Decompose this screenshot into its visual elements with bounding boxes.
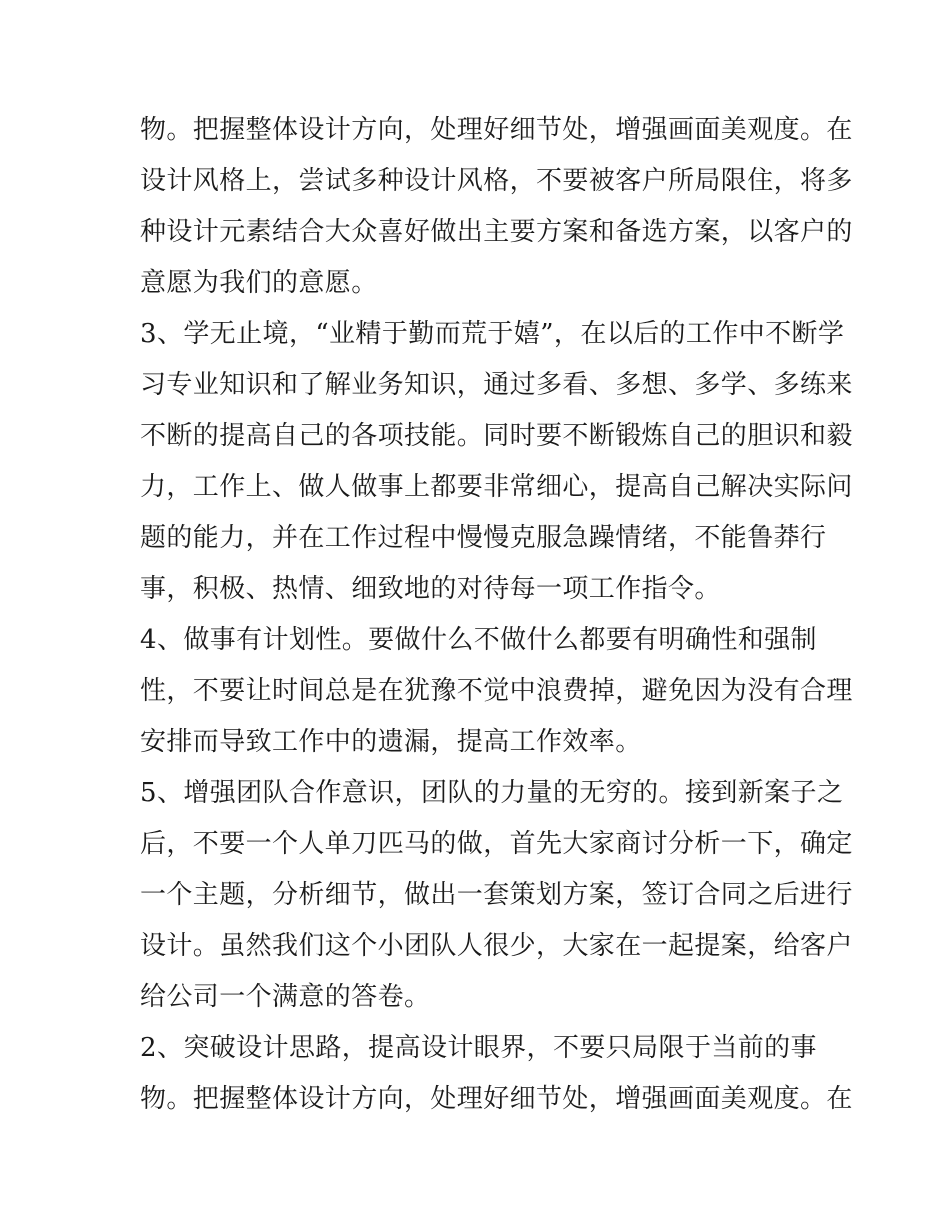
text-line: 后，不要一个人单刀匹马的做，首先大家商讨分析一下，确定: [140, 829, 853, 859]
text-line: 安排而导致工作中的遗漏，提高工作效率。: [140, 727, 642, 757]
text-line: 5、增强团队合作意识，团队的力量的无穷的。接到新案子之: [140, 778, 844, 808]
text-line: 种设计元素结合大众喜好做出主要方案和备选方案，以客户的: [140, 217, 853, 247]
text-line: 物。把握整体设计方向，处理好细节处，增强画面美观度。在: [140, 115, 853, 145]
text-line: 一个主题，分析细节，做出一套策划方案，签订合同之后进行: [140, 880, 853, 910]
text-line: 设计。虽然我们这个小团队人很少，大家在一起提案，给客户: [140, 931, 853, 961]
text-line: 力，工作上、做人做事上都要非常细心，提高自己解决实际问: [140, 472, 853, 502]
text-line: 性，不要让时间总是在犹豫不觉中浪费掉，避免因为没有合理: [140, 676, 853, 706]
text-line: 习专业知识和了解业务知识，通过多看、多想、多学、多练来: [140, 370, 853, 400]
text-line: 意愿为我们的意愿。: [140, 268, 378, 298]
text-line: 给公司一个满意的答卷。: [140, 982, 431, 1012]
text-line: 设计风格上，尝试多种设计风格，不要被客户所局限住，将多: [140, 166, 853, 196]
text-line: 3、学无止境，“业精于勤而荒于嬉”，在以后的工作中不断学: [140, 319, 845, 349]
text-line: 题的能力，并在工作过程中慢慢克服急躁情绪，不能鲁莽行: [140, 523, 827, 553]
text-line: 2、突破设计思路，提高设计眼界，不要只局限于当前的事: [140, 1033, 817, 1063]
text-line: 事，积极、热情、细致地的对待每一项工作指令。: [140, 574, 721, 604]
text-line: 4、做事有计划性。要做什么不做什么都要有明确性和强制: [140, 625, 817, 655]
text-line: 物。把握整体设计方向，处理好细节处，增强画面美观度。在: [140, 1084, 853, 1114]
text-line: 不断的提高自己的各项技能。同时要不断锻炼自己的胆识和毅: [140, 421, 853, 451]
